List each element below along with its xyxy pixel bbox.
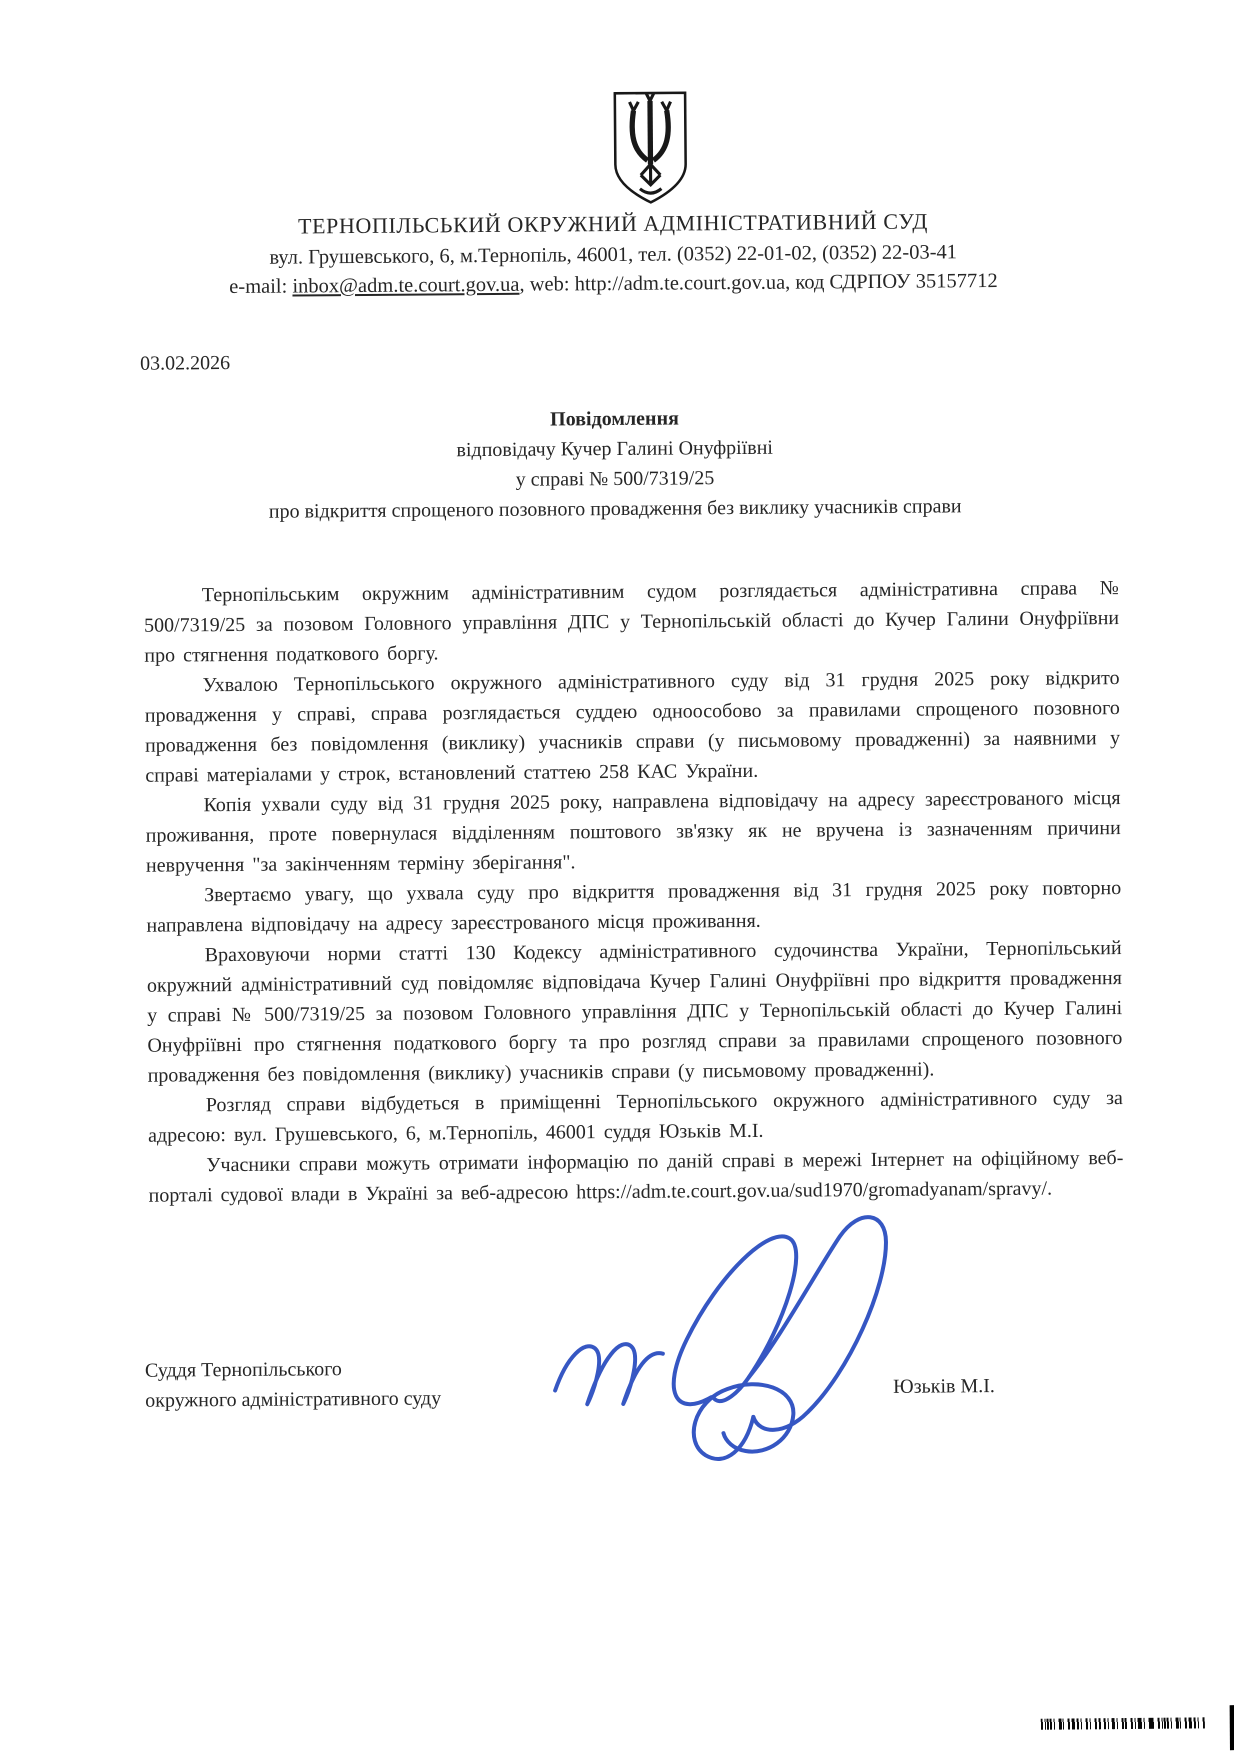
paragraph-5: Враховуючи норми статті 130 Кодексу адміністративного судочинства України, Тернопільський окружний адміністративний суд повідомляє відповідача Кучер Галині Онуфріївні про відкриття провадження у справі № 500/7319/25 за позовом Головного управління ДПС у Тернопільській області до Кучер Галині Онуфріївні про стягнення податкового боргу та про розгляд справи за правилами спрощеного позовного провадження без повідомлення (виклику) учасників справи (у письмовому провадженні). [146, 937, 1123, 1087]
paragraph-7: Учасники справи можуть отримати інформацію по даній справі в мережі Інтернет на офіційному веб-порталі судової влади в Україні за веб-адресою https://adm.te.court.gov.ua/sud1970/gromadyanam/spravy/. [148, 1147, 1124, 1207]
paragraph-6: Розгляд справи відбудеться в приміщенні Тернопільського окружного адміністративного суду за адресою: вул. Грушевського, 6, м.Тернопіль, 46001 суддя Юзьків М.І. [148, 1087, 1123, 1147]
judge-name: Юзьків М.І. [893, 1375, 995, 1398]
letter-date: 03.02.2026 [139, 352, 231, 375]
title-case-number: у справі № 500/7319/25 [515, 467, 715, 491]
paragraph-4: Звертаємо увагу, що ухвала суду про відкриття провадження від 31 грудня 2025 року повторно направлена відповідачу на адресу зареєстрованого місця проживання. [146, 877, 1122, 937]
paragraph-2: Ухвалою Тернопільського окружного адміністративного суду від 31 грудня 2025 року відкрито провадження у справі, справа розглядається суддею одноособово за правилами спрощеного позовного провадження без повідомлення (виклику) учасників справи (у письмовому провадженні) за наявними у справі матеріалами у строк, встановлений статтею 258 КАС України. [144, 667, 1121, 787]
letter-title-block [44, 400, 1185, 529]
signature-ink [533, 1147, 975, 1470]
email-address: inbox@adm.te.court.gov.ua [292, 273, 520, 298]
title-subject: про відкриття спрощеного позовного провадження без виклику учасників справи [268, 495, 962, 523]
title-heading: Повідомлення [550, 407, 679, 431]
email-label: e-mail: [229, 275, 293, 299]
letter-body [144, 573, 1124, 1211]
letterhead [43, 206, 1184, 304]
court-name: ТЕРНОПІЛЬСЬКИЙ ОКРУЖНИЙ АДМІНІСТРАТИВНИЙ СУД [297, 208, 928, 239]
paragraph-3: Копія ухвали суду від 31 грудня 2025 року, направлена відповідачу на адресу зареєстрованого місця проживання, проте повернулася відділенням поштового зв'язку як не вручена із зазначенням причини невручення "за закінченням терміну зберігання". [145, 787, 1121, 877]
scan-edge-artifact [1230, 1705, 1234, 1750]
paragraph-1: Тернопільським окружним адміністративним судом розглядається адміністративна справа № 500/7319/25 за позовом Головного управління ДПС у Тернопільській області до Кучер Галини Онуфріївни про стягнення податкового боргу. [144, 577, 1120, 667]
trident-emblem-icon [609, 89, 692, 206]
court-address: вул. Грушевського, 6, м.Тернопіль, 46001, тел. (0352) 22-01-02, (0352) 22-03-41 [269, 241, 958, 269]
web-and-code: , web: http://adm.te.court.gov.ua, код СДРПОУ 35157712 [519, 269, 998, 296]
signoff-role [145, 1353, 441, 1415]
title-addressee: відповідачу Кучер Галині Онуфріївні [456, 436, 774, 462]
barcode [1041, 1717, 1205, 1729]
signoff-role-line1: Суддя Тернопільського [144, 1358, 342, 1382]
signoff-role-line2: окружного адміністративного суду [145, 1387, 442, 1412]
